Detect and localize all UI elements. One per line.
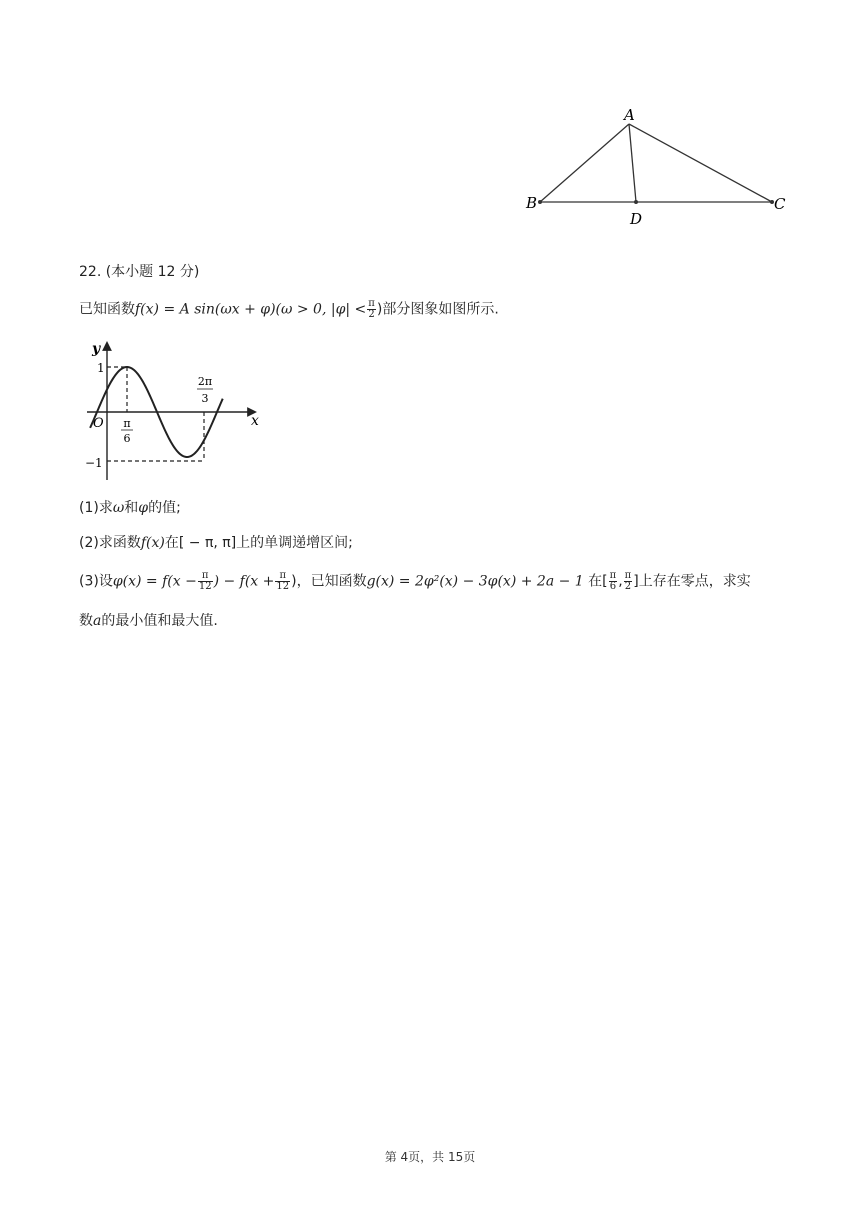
y-min-label: −1 <box>85 456 103 470</box>
q3-g-def: g(x) = 2φ²(x) − 3φ(x) + 2a − 1 <box>366 573 584 590</box>
problem-intro <box>79 299 499 320</box>
q3-interval-suffix: ]上存在零点，求实 <box>633 573 751 590</box>
q2-mid: 在[ − π, π]上的单调递增区间; <box>164 535 353 551</box>
segment-ad <box>629 124 636 202</box>
q3-interval-prefix: 在[ <box>583 573 608 590</box>
frac-num: π <box>275 571 290 582</box>
fraction-pi-over-12-b <box>275 571 290 592</box>
page-footer: 第 4页，共 15页 <box>384 1150 476 1164</box>
q3-prefix: (3)设 <box>79 573 113 590</box>
fraction-pi-over-12-a <box>198 571 213 592</box>
q3-line2-prefix: 数 <box>79 613 93 629</box>
question-3-line-1 <box>79 571 751 592</box>
q2-prefix: (2)求函数 <box>79 535 141 551</box>
y-axis-label: y <box>92 341 101 357</box>
q3-line2-suffix: 的最小值和最大值. <box>101 613 218 629</box>
intro-suffix: )部分图象如图所示. <box>376 301 499 318</box>
label-a: A <box>624 106 635 124</box>
question-1 <box>79 498 181 518</box>
sine-graph-figure <box>79 335 269 485</box>
q3-a: a <box>93 613 102 629</box>
tick-pi-denominator: 6 <box>123 432 131 445</box>
question-2 <box>79 533 353 553</box>
label-b: B <box>526 194 538 212</box>
q1-and: 和 <box>124 500 139 516</box>
frac-num: π <box>609 570 617 581</box>
point-d <box>634 200 638 204</box>
frac-den: 12 <box>198 581 212 592</box>
frac-den: 2 <box>624 581 632 592</box>
y-max-label: 1 <box>97 361 105 375</box>
frac-num: π <box>368 298 375 309</box>
q3-phi-def-b: ) − f(x + <box>213 573 275 590</box>
function-expression: f(x) = A sin(ωx + φ)(ω > 0, |φ| < <box>135 301 367 318</box>
label-d: D <box>630 210 643 228</box>
frac-num: π <box>624 570 632 581</box>
tick-pi-numerator: π <box>123 417 131 430</box>
x-axis-label: x <box>251 413 259 429</box>
triangle-figure <box>520 100 800 235</box>
frac-den: 6 <box>609 581 617 592</box>
side-ac <box>629 124 772 202</box>
q1-suffix: 的值; <box>148 500 181 516</box>
fraction-pi-over-6 <box>609 571 618 592</box>
label-c: C <box>774 195 786 213</box>
q3-phi-def-c: )，已知函数 <box>291 573 367 590</box>
intro-prefix: 已知函数 <box>79 301 135 318</box>
frac-den: 2 <box>368 309 375 320</box>
q1-omega: ω <box>112 500 125 516</box>
q1-prefix: (1)求 <box>79 500 113 516</box>
fraction-pi-over-2-b <box>624 571 633 592</box>
tick-2pi-denominator: 3 <box>201 392 209 405</box>
frac-num: π <box>198 571 213 582</box>
problem-heading: 22. (本小题 12 分) <box>79 264 200 280</box>
interval-comma: , <box>618 573 623 590</box>
question-3-line-2 <box>79 611 218 631</box>
q1-phi: φ <box>138 500 149 516</box>
origin-label: O <box>93 416 104 431</box>
tick-2pi-numerator: 2π <box>197 375 213 388</box>
side-ab <box>540 124 629 202</box>
point-b <box>538 200 542 204</box>
q3-phi-def-a: φ(x) = f(x − <box>112 573 197 590</box>
frac-den: 12 <box>276 581 290 592</box>
fraction-pi-over-2 <box>367 299 376 320</box>
q2-fx: f(x) <box>140 535 165 551</box>
